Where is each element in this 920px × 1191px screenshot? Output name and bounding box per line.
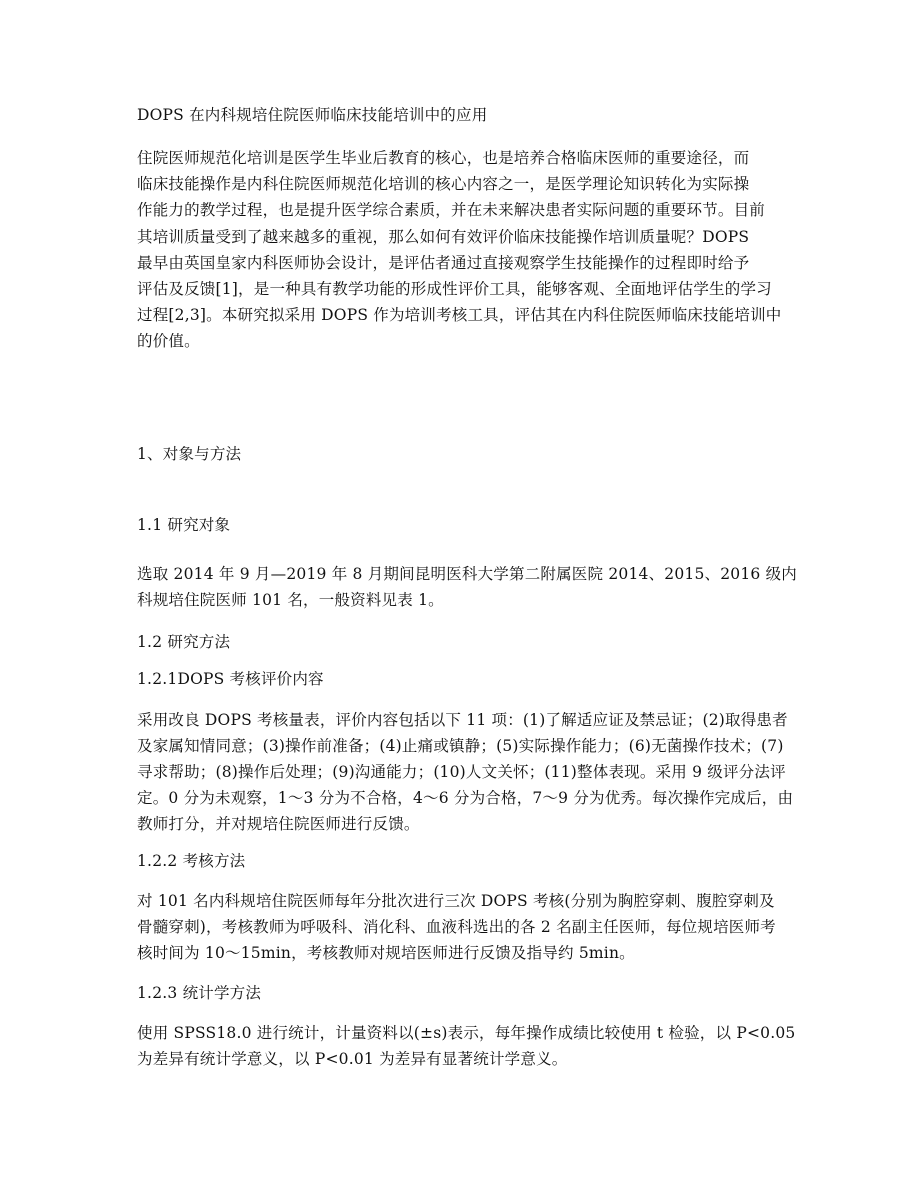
paragraph-line: 核时间为 10～15min，考核教师对规培医师进行反馈及指导约 5min。 — [137, 944, 635, 962]
subsection-heading: 1.2.1DOPS 考核评价内容 — [137, 670, 324, 688]
intro-line: 作能力的教学过程，也是提升医学综合素质，并在未来解决患者实际问题的重要环节。目前 — [137, 201, 766, 219]
paragraph-line: 选取 2014 年 9 月—2019 年 8 月期间昆明医科大学第二附属医院 2014、2015、2016 级内 — [137, 565, 797, 583]
paragraph-line: 使用 SPSS18.0 进行统计，计量资料以(±s)表示，每年操作成绩比较使用 t 检验，以 P<0.05 — [137, 1024, 796, 1042]
intro-line: 过程[2,3]。本研究拟采用 DOPS 作为培训考核工具，评估其在内科住院医师临床技能培训中 — [137, 306, 782, 324]
paragraph-line: 教师打分，并对规培住院医师进行反馈。 — [137, 815, 420, 833]
paragraph-line: 定。0 分为未观察，1～3 分为不合格，4～6 分为合格，7～9 分为优秀。每次操作完成后，由 — [137, 789, 794, 807]
paragraph-line: 为差异有统计学意义，以 P<0.01 为差异有显著统计学意义。 — [137, 1050, 568, 1068]
intro-line: 的价值。 — [137, 332, 200, 350]
intro-line: 住院医师规范化培训是医学生毕业后教育的核心，也是培养合格临床医师的重要途径，而 — [137, 149, 750, 167]
paragraph-line: 骨髓穿刺)，考核教师为呼吸科、消化科、血液科选出的各 2 名副主任医师，每位规培医师考 — [137, 918, 776, 936]
paragraph-line: 对 101 名内科规培住院医师每年分批次进行三次 DOPS 考核(分别为胸腔穿刺、腹腔穿刺及 — [137, 892, 775, 910]
paragraph-line: 采用改良 DOPS 考核量表，评价内容包括以下 11 项：(1)了解适应证及禁忌证；(2)取得患者 — [137, 711, 788, 729]
intro-line: 其培训质量受到了越来越多的重视，那么如何有效评价临床技能操作培训质量呢？DOPS — [137, 228, 750, 246]
subsection-heading: 1.2 研究方法 — [137, 633, 231, 651]
paragraph-line: 及家属知情同意；(3)操作前准备；(4)止痛或镇静；(5)实际操作能力；(6)无菌操作技术；(7) — [137, 737, 784, 755]
paragraph-line: 科规培住院医师 101 名，一般资料见表 1。 — [137, 591, 444, 609]
intro-line: 评估及反馈[1]，是一种具有教学功能的形成性评价工具，能够客观、全面地评估学生的学习 — [137, 280, 772, 298]
subsection-heading: 1.2.3 统计学方法 — [137, 984, 262, 1002]
intro-line: 临床技能操作是内科住院医师规范化培训的核心内容之一，是医学理论知识转化为实际操 — [137, 175, 750, 193]
intro-line: 最早由英国皇家内科医师协会设计，是评估者通过直接观察学生技能操作的过程即时给予 — [137, 254, 750, 272]
paragraph-line: 寻求帮助；(8)操作后处理；(9)沟通能力；(10)人文关怀；(11)整体表现。采用 9 级评分法评 — [137, 763, 786, 781]
subsection-heading: 1.2.2 考核方法 — [137, 852, 246, 870]
section-heading: 1、对象与方法 — [137, 445, 242, 463]
document-title: DOPS 在内科规培住院医师临床技能培训中的应用 — [137, 106, 488, 124]
subsection-heading: 1.1 研究对象 — [137, 516, 231, 534]
